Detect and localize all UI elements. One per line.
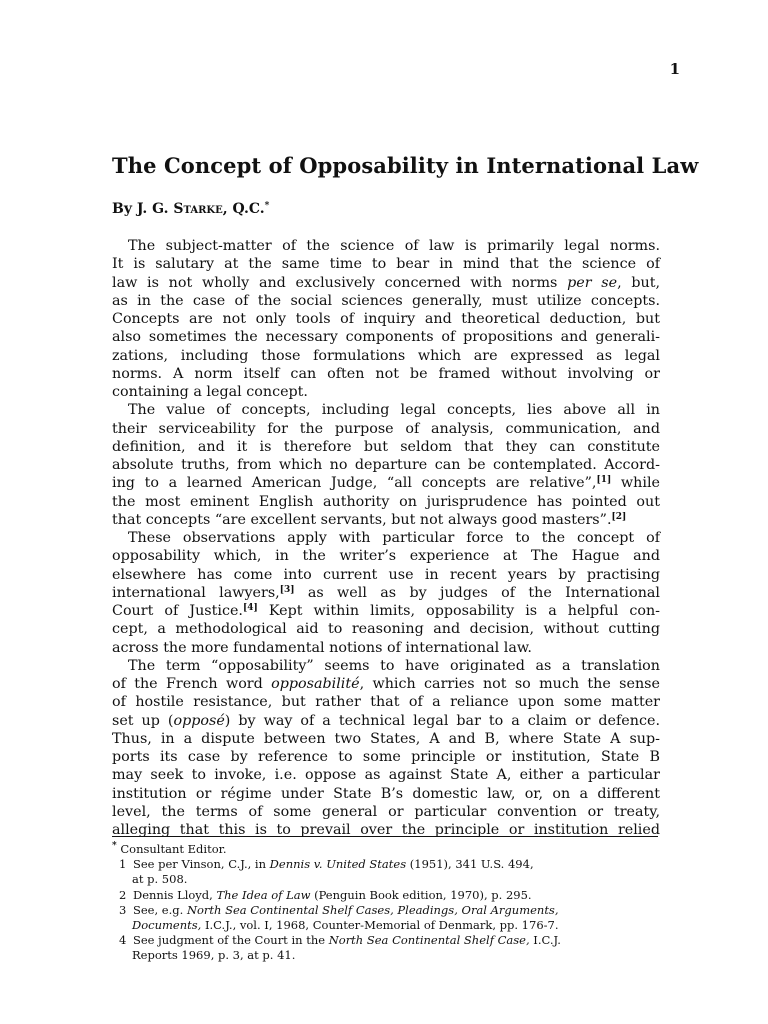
- text-fragment: international lawyers,: [112, 584, 280, 601]
- footnotes: [112, 842, 660, 964]
- text-fragment: ) by way of a technical legal bar to a claim or defence.: [224, 712, 660, 729]
- text-line: across the more fundamental notions of international law.: [112, 639, 532, 656]
- footnote-ref-4: [4]: [242, 603, 258, 613]
- text-fragment: as well as by judges of the International: [294, 584, 660, 601]
- text-fragment: Court of Justice.: [112, 603, 243, 619]
- text-line: These observations apply with particular force to the concept of: [128, 530, 660, 546]
- footnote-3: [112, 903, 660, 918]
- author-surname: Starke: [173, 201, 223, 217]
- text-line: the most eminent English authority on jurisprudence has pointed out: [112, 493, 660, 510]
- footnote-ref-1: [1]: [596, 475, 612, 486]
- text-line: [112, 511, 660, 529]
- paragraph-3: [112, 529, 660, 657]
- text-line: The term “opposability” seems to have originated as a translation: [128, 657, 660, 674]
- author-initials: J. G.: [136, 201, 169, 217]
- footnote-star: [112, 842, 660, 857]
- text-line: [112, 474, 660, 492]
- footnote-ref-3: [3]: [279, 584, 295, 595]
- footnote-case: North Sea Continental Shelf Cases, Pleadings, Oral Arguments,: [186, 902, 559, 917]
- footnote-text: See judgment of the Court in the: [133, 933, 329, 948]
- text-fragment: of the French word: [112, 676, 272, 692]
- footnote-number: 4: [119, 933, 127, 948]
- text-line: The value of concepts, including legal concepts, lies above all in: [128, 402, 660, 419]
- text-line: of hostile resistance, but rather that of a reliance upon some matter: [112, 694, 660, 711]
- footnote-3-cont: [112, 918, 660, 933]
- text-line: absolute truths, from which no departure can be contemplated. Accord-: [112, 457, 660, 473]
- paragraph-2: [112, 401, 660, 529]
- footnote-case: Documents,: [132, 918, 202, 933]
- text-fragment: , which carries not so much the sense: [359, 676, 660, 692]
- text-fragment: set up (: [112, 712, 174, 729]
- footnote-text: I.C.J.: [529, 933, 561, 948]
- text-line: opposability which, in the writer’s experience at The Hague and: [112, 548, 660, 565]
- footnote-text: (Penguin Book edition, 1970), p. 295.: [310, 887, 532, 902]
- footnote-case: North Sea Continental Shelf Case,: [328, 933, 530, 948]
- footnote-4: [112, 933, 660, 948]
- text-line: Thus, in a dispute between two States, A and B, where State A sup-: [112, 730, 660, 747]
- text-line: cept, a methodological aid to reasoning and decision, without cutting: [112, 621, 660, 638]
- text-line: [112, 712, 660, 730]
- text-fragment: ing to a learned American Judge, “all concepts are relative”,: [112, 475, 597, 492]
- text-line: also sometimes the necessary components of propositions and generali-: [112, 329, 660, 346]
- italic-term: opposabilité: [271, 676, 360, 692]
- text-line: level, the terms of some general or particular convention or treaty,: [112, 803, 660, 820]
- text-fragment: while: [611, 475, 660, 492]
- text-line: [112, 602, 660, 620]
- text-line: containing a legal concept.: [112, 384, 308, 400]
- text-line: elsewhere has come into current use in recent years by practising: [112, 566, 660, 583]
- footnote-ref-2: [2]: [611, 511, 627, 522]
- author-suffix: , Q.C.: [222, 201, 265, 217]
- paragraph-4: [112, 657, 660, 840]
- footnote-text: (1951), 341 U.S. 494,: [406, 857, 534, 872]
- footnote-number: 1: [119, 857, 127, 872]
- text-line: their serviceability for the purpose of analysis, communication, and: [112, 420, 660, 437]
- byline: [112, 201, 269, 217]
- text-line: Concepts are not only tools of inquiry and theoretical deduction, but: [112, 311, 660, 327]
- footnote-text: See per Vinson, C.J., in: [133, 857, 270, 872]
- footnote-text: I.C.J., vol. I, 1968, Counter-Memorial of Denmark, pp. 176-7.: [201, 918, 559, 933]
- text-line: law is not wholly and exclusively concerned with norms per se, but,: [112, 274, 660, 291]
- footnote-divider: [112, 836, 658, 837]
- footnote-marker: *: [112, 841, 117, 851]
- text-fragment: Kept within limits, opposability is a helpful con-: [257, 603, 660, 619]
- footnote-number: 2: [119, 887, 127, 902]
- text-line: ports its case by reference to some principle or institution, State B: [112, 749, 660, 765]
- author-footnote-marker: *: [264, 201, 270, 211]
- text-line: norms. A norm itself can often not be framed without involving or: [112, 365, 660, 382]
- text-line: as in the case of the social sciences generally, must utilize concepts.: [112, 292, 660, 309]
- article-title: The Concept of Opposability in International Law: [112, 153, 699, 178]
- footnote-text: Dennis Lloyd,: [133, 887, 217, 902]
- footnote-1-cont: at p. 508.: [132, 872, 188, 887]
- footnote-number: 3: [119, 902, 127, 917]
- text-line: zations, including those formulations which are expressed as legal: [112, 347, 660, 364]
- text-line: [112, 675, 660, 693]
- text-line: alleging that this is to prevail over the principle or institution relied: [112, 822, 660, 838]
- paragraph-1: [112, 237, 660, 401]
- footnote-case: Dennis v. United States: [269, 857, 407, 872]
- page-number: 1: [669, 60, 680, 78]
- footnote-text: See, e.g.: [133, 902, 187, 917]
- byline-by: By: [112, 201, 132, 217]
- text-line: It is salutary at the same time to bear in mind that the science of: [112, 256, 660, 273]
- italic-term: opposé: [173, 712, 225, 729]
- footnote-1: [112, 857, 660, 872]
- footnote-book: The Idea of Law: [216, 887, 311, 902]
- footnote-2: [112, 888, 660, 903]
- text-line: definition, and it is therefore but seldom that they can constitute: [112, 438, 660, 455]
- text-line: [112, 584, 660, 602]
- text-line: The subject-matter of the science of law is primarily legal norms.: [128, 238, 660, 254]
- text-fragment: that concepts “are excellent servants, but not always good masters”.: [112, 511, 612, 528]
- text-line: institution or régime under State B’s domestic law, or, on a different: [112, 785, 660, 802]
- footnote-text: Consultant Editor.: [120, 842, 227, 856]
- footnote-4-cont: Reports 1969, p. 3, at p. 41.: [132, 948, 296, 963]
- article-body: [112, 237, 660, 839]
- text-line: may seek to invoke, i.e. oppose as against State A, either a particular: [112, 767, 660, 784]
- italic-term: per se: [567, 274, 618, 291]
